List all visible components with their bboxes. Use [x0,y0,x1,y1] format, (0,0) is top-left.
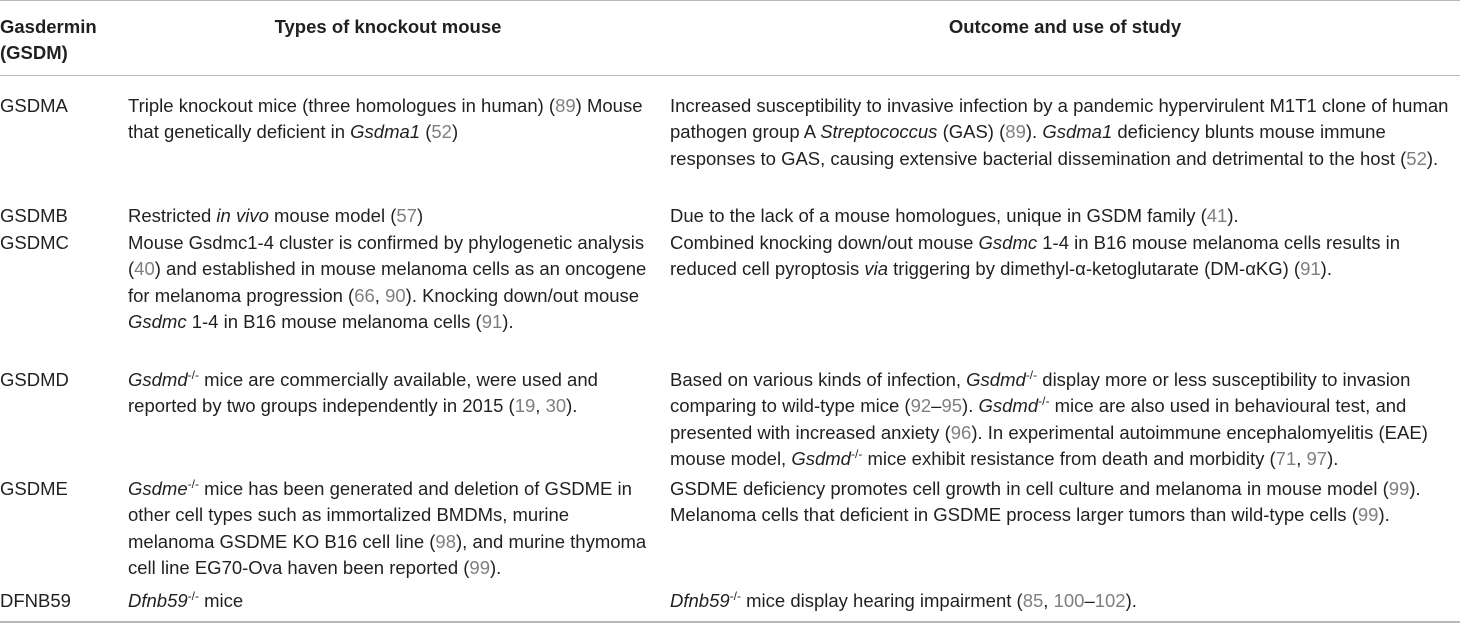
header-rule [0,75,1460,76]
row-types: Gsdmd-/- mice are commercially available, were used and reported by two groups independently in 2015 (19, 30). [128,367,598,417]
row-outcome: Combined knocking down/out mouse Gsdmc 1-4 in B16 mouse melanoma cells results in reduced cell pyroptosis via triggering by dimethyl-α-ketoglutarate (DM-αKG) (91). [670,232,1401,280]
table-top-rule [0,0,1460,1]
row-types: Gsdme-/- mice has been generated and deletion of GSDME in other cell types such as immortalized BMDMs, murine melanoma GSDME KO B16 cell line (98), and murine thymoma cell line EG70-Ova haven been reported (99). [128,476,647,578]
header-gasdermin: Gasdermin (GSDM) [0,16,97,63]
row-outcome: Based on various kinds of infection, Gsdmd-/- display more or less susceptibility to invasion comparing to wild-type mice (92–95). Gsdmd-/- mice are also used in behavioural test, and presented with increased anxiety (96). In experimental autoimmune encephalomyelitis (EAE) mouse model, Gsdmd-/- mice exhibit resistance from death and morbidity (71, 97). [670,367,1428,469]
row-types: Dfnb59-/- mice [128,588,244,611]
row-name: GSDMA [0,95,68,116]
row-types: Triple knockout mice (three homologues in human) (89) Mouse that genetically deficient in Gsdma1 (52) [128,95,643,143]
row-types: Restricted in vivo mouse model (57) [128,205,424,226]
row-name: GSDMC [0,232,69,253]
row-name: DFNB59 [0,590,71,611]
header-outcome: Outcome and use of study [948,16,1182,37]
row-name: GSDMD [0,369,69,390]
row-outcome: GSDME deficiency promotes cell growth in cell culture and melanoma in mouse model (99). Melanoma cells that deficient in GSDME process larger tumors than wild-type cells (99). [670,478,1421,526]
row-outcome: Due to the lack of a mouse homologues, unique in GSDM family (41). [670,205,1239,226]
row-outcome: Dfnb59-/- mice display hearing impairment (85, 100–102). [670,588,1137,611]
row-types: Mouse Gsdmc1-4 cluster is confirmed by phylogenetic analysis (40) and established in mouse melanoma cells as an oncogene for melanoma progression (66, 90). Knocking down/out mouse Gsdmc 1-4 in B16 mouse melanoma cells (91). [128,232,647,332]
row-outcome: Increased susceptibility to invasive infection by a pandemic hypervirulent M1T1 clone of human pathogen group A Streptococcus (GAS) (89). Gsdma1 deficiency blunts mouse immune responses to GAS, causing extensive bacterial dissemination and detrimental to the host (52). [670,95,1449,169]
row-name: GSDME [0,478,68,499]
header-knockout-types: Types of knockout mouse [274,16,502,37]
row-name: GSDMB [0,205,68,226]
